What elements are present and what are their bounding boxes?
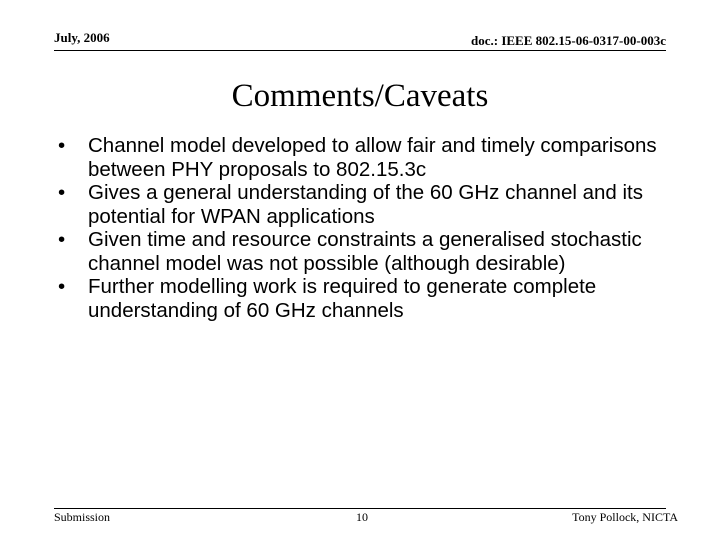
slide-title: Comments/Caveats bbox=[231, 78, 489, 114]
bullet-text: Channel model developed to allow fair and timely comparisons between PHY proposals to 802.15.3c bbox=[88, 134, 657, 181]
bullet-dot-icon: • bbox=[58, 228, 66, 251]
header-date: July, 2006 bbox=[54, 30, 110, 45]
bullet-item bbox=[56, 134, 676, 181]
footer-author: Tony Pollock, NICTA bbox=[572, 510, 678, 524]
bullet-dot-icon: • bbox=[58, 134, 66, 157]
header-divider bbox=[54, 50, 666, 51]
bullet-text: Further modelling work is required to generate complete understanding of 60 GHz channels bbox=[88, 275, 597, 322]
bullet-item bbox=[56, 228, 676, 275]
footer-divider bbox=[54, 508, 666, 509]
header-doc-id: doc.: IEEE 802.15-06-0317-00-003c bbox=[471, 33, 666, 48]
bullet-item bbox=[56, 275, 676, 322]
bullet-text: Gives a general understanding of the 60 GHz channel and its potential for WPAN applications bbox=[88, 181, 643, 228]
bullet-text: Given time and resource constraints a generalised stochastic channel model was not possible (although desirable) bbox=[88, 228, 642, 275]
footer-submission: Submission bbox=[54, 510, 111, 524]
bullet-list bbox=[56, 134, 676, 322]
bullet-item bbox=[56, 181, 676, 228]
bullet-dot-icon: • bbox=[58, 275, 66, 298]
page-number: 10 bbox=[356, 510, 368, 524]
bullet-dot-icon: • bbox=[58, 181, 66, 204]
